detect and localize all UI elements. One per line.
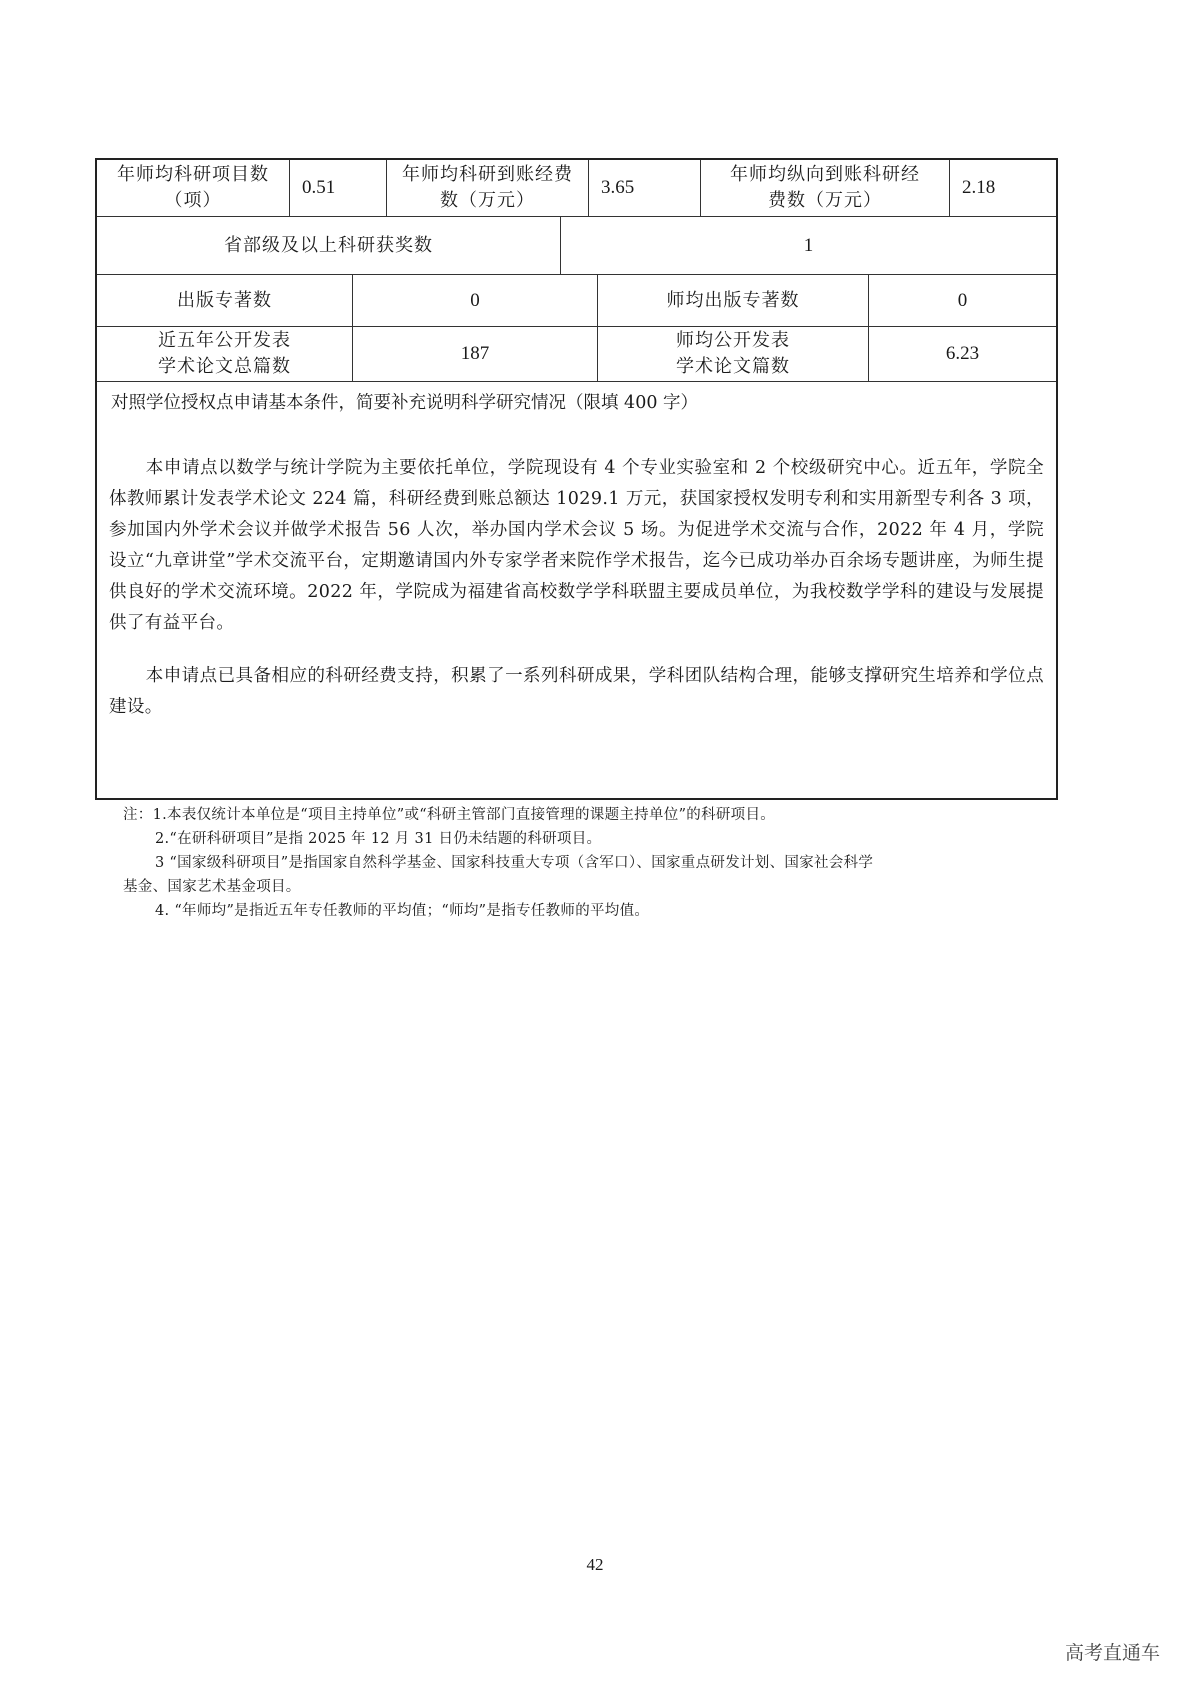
label-annual-avg-funding: 年师均科研到账经费 数（万元） xyxy=(387,160,589,216)
table-row xyxy=(97,160,1056,217)
table-row xyxy=(97,217,1056,275)
value-avg-papers: 6.23 xyxy=(945,343,980,364)
value-annual-avg-projects: 0.51 xyxy=(290,160,387,216)
label-monographs: 出版专著数 xyxy=(97,275,353,326)
value-annual-avg-funding: 3.65 xyxy=(589,160,701,216)
label-provincial-awards: 省部级及以上科研获奖数 xyxy=(97,217,561,274)
note-3: 3 “国家级科研项目”是指国家自然科学基金、国家科技重大专项（含军口）、国家重点研发计划、国家社会科学 xyxy=(155,855,874,871)
label-annual-avg-projects: 年师均科研项目数 （项） xyxy=(97,160,290,216)
table-row xyxy=(97,275,1056,327)
note-3-continued: 基金、国家艺术基金项目。 xyxy=(123,879,301,895)
value-total-papers: 187 xyxy=(353,327,598,381)
value-avg-monographs: 0 xyxy=(957,289,968,311)
page-number: 42 xyxy=(586,1555,604,1574)
value-provincial-awards: 1 xyxy=(803,234,814,256)
watermark: 高考直通车 xyxy=(1064,1642,1160,1664)
value-annual-avg-vertical-funding: 2.18 xyxy=(962,177,996,198)
label-avg-monographs: 师均出版专著数 xyxy=(598,275,869,326)
label-avg-papers: 师均公开发表 学术论文篇数 xyxy=(598,327,869,381)
note-1: 注：1.本表仅统计本单位是“项目主持单位”或“科研主管部门直接管理的课题主持单位”的科研项目。 xyxy=(123,807,776,823)
description-paragraph: 本申请点以数学与统计学院为主要依托单位，学院现设有 4 个专业实验室和 2 个校级研究中心。近五年，学院全体教师累计发表学术论文 224 篇，科研经费到账总额达 1029.1 万元，获国家授权发明专利和实用新型专利各 3 项，参加国内外学术会议并做学术报告 56 人次，举办国内学术会议 5 场。为促进学术交流与合作，2022 年 4 月，学院设立“九章讲堂”学术交流平台，定期邀请国内外专家学者来院作学术报告，迄今已成功举办百余场专题讲座，为师生提供良好的学术交流环境。2022 年，学院成为福建省高校数学学科联盟主要成员单位，为我校数学学科的建设与发展提供了有益平台。 xyxy=(109,458,1044,633)
label-total-papers: 近五年公开发表 学术论文总篇数 xyxy=(97,327,353,381)
note-2: 2.“在研科研项目”是指 2025 年 12 月 31 日仍未结题的科研项目。 xyxy=(155,831,602,847)
table-row xyxy=(97,327,1056,382)
note-4: 4. “年师均”是指近五年专任教师的平均值；“师均”是指专任教师的平均值。 xyxy=(155,903,650,919)
label-annual-avg-vertical-funding: 年师均纵向到账科研经 费数（万元） xyxy=(701,160,950,216)
description-prompt: 对照学位授权点申请基本条件，简要补充说明科学研究情况（限填 400 字） xyxy=(111,393,699,413)
research-stats-table xyxy=(95,158,1058,800)
description-paragraph: 本申请点已具备相应的科研经费支持，积累了一系列科研成果，学科团队结构合理，能够支撑研究生培养和学位点建设。 xyxy=(109,666,1044,717)
value-monographs: 0 xyxy=(353,275,598,326)
table-notes xyxy=(123,803,1053,923)
research-description xyxy=(97,382,1056,798)
